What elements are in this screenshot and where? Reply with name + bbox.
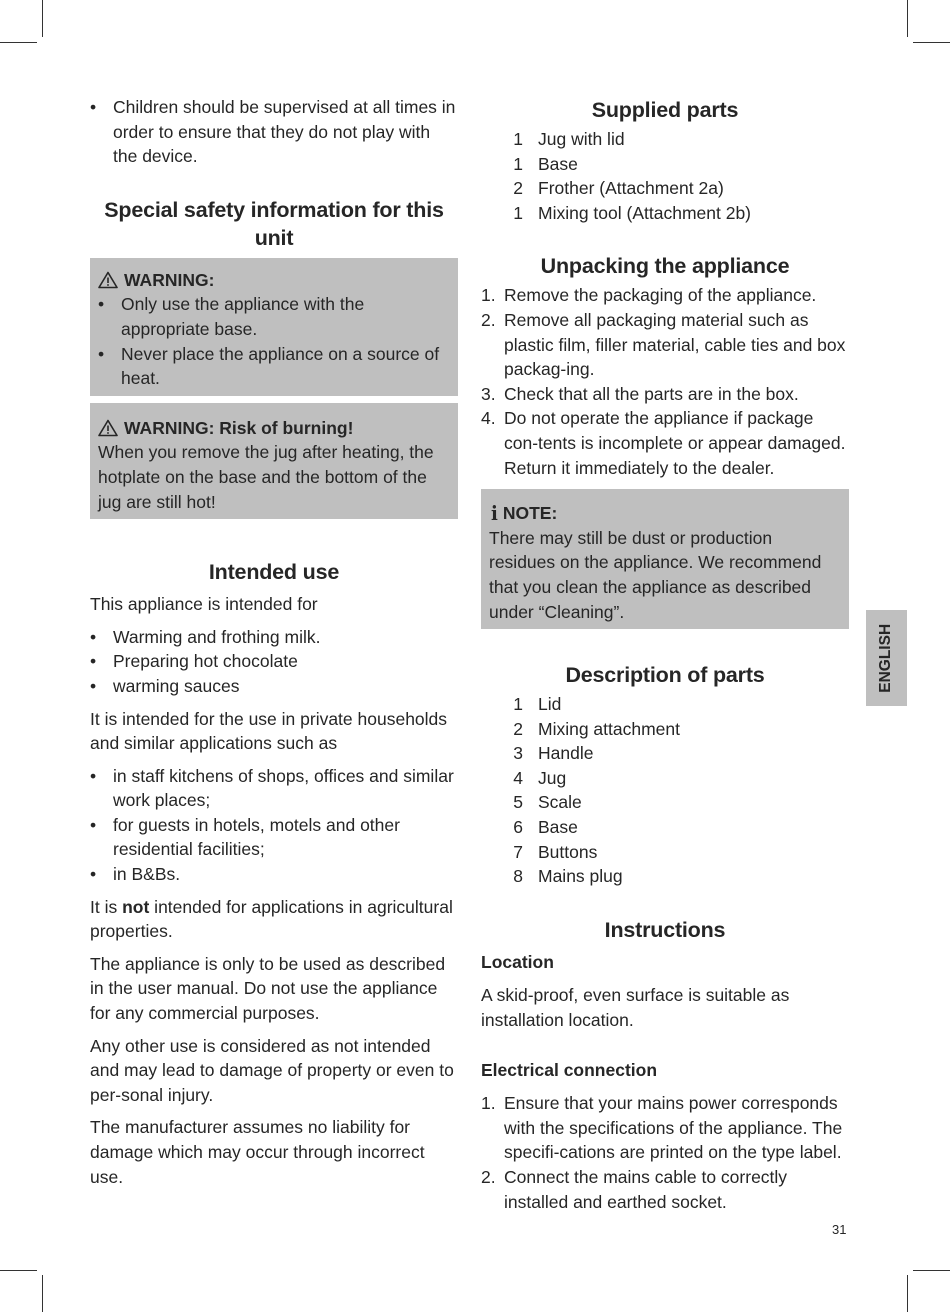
crop-mark xyxy=(0,42,37,43)
list-item: 3. Check that all the parts are in the box. xyxy=(481,383,799,404)
uses-list xyxy=(90,625,458,699)
safety-heading: Special safety information for this unit xyxy=(104,197,444,250)
burn-warning-title: WARNING: Risk of burning! xyxy=(98,416,450,441)
list-item: • in staff kitchens of shops, offices and similar work places; xyxy=(90,764,458,813)
crop-mark xyxy=(907,1275,908,1312)
instructions-heading: Instructions xyxy=(604,917,726,942)
list-item: 4 Jug xyxy=(513,767,567,788)
warning-box xyxy=(90,258,458,396)
intro-bullets xyxy=(90,95,458,169)
note-box xyxy=(481,489,849,629)
electrical-connection-heading: Electrical connection xyxy=(481,1059,658,1080)
list-item: 3 Handle xyxy=(513,743,594,764)
burn-warning-box xyxy=(90,403,458,519)
list-item: 2. Remove all packaging material such as plastic film, filler material, cable ties and box packag-ing. xyxy=(481,309,846,380)
crop-mark xyxy=(0,1270,37,1271)
list-item: • Preparing hot chocolate xyxy=(90,649,458,674)
list-item: 1. Ensure that your mains power corresponds with the specifications of the appliance. The specifi-cations are printed on the type label. xyxy=(481,1093,843,1163)
list-item: 7 Buttons xyxy=(513,841,598,862)
intended-use-heading: Intended use xyxy=(208,560,340,585)
other-use-text: Any other use is considered as not intended and may lead to damage of property or even to per-sonal injury. xyxy=(90,1035,454,1105)
manual-text: The appliance is only to be used as described in the user manual. Do not use the appliance for any commercial purposes. xyxy=(90,953,446,1024)
list-item: 2. Connect the mains cable to correctly installed and earthed socket. xyxy=(481,1167,788,1212)
note-title: i NOTE: xyxy=(491,501,558,526)
list-item: 5 Scale xyxy=(513,792,582,813)
list-item: 1 Jug with lid xyxy=(513,129,625,149)
list-item: 2 Frother (Attachment 2a) xyxy=(513,178,724,199)
right-column xyxy=(481,95,849,1214)
list-item: 1 Base xyxy=(513,153,578,174)
not-intended-text: It is not intended for applications in agricultural properties. xyxy=(90,896,453,942)
private-use-text: It is intended for the use in private households and similar applications such as xyxy=(90,708,448,754)
list-item: • Never place the appliance on a source of heat. xyxy=(98,342,450,391)
liability-text: The manufacturer assumes no liability for damage which may occur through incorrect use. xyxy=(90,1117,425,1187)
intended-intro: This appliance is intended for xyxy=(90,594,318,615)
unpacking-heading: Unpacking the appliance xyxy=(540,254,790,279)
parts-list xyxy=(481,692,849,889)
warning-icon xyxy=(98,419,118,437)
warning-icon xyxy=(98,271,118,289)
page-number: 31 xyxy=(832,1222,847,1237)
crop-mark xyxy=(907,0,908,37)
info-icon: i xyxy=(491,501,498,526)
electrical-steps xyxy=(481,1091,849,1214)
location-heading: Location xyxy=(481,951,554,972)
burn-warning-text: When you remove the jug after heating, the hotplate on the base and the bottom of the jug are still hot! xyxy=(98,442,434,512)
supplied-parts-list xyxy=(481,127,849,225)
warning-list xyxy=(98,292,450,390)
list-item: 1 Lid xyxy=(513,694,562,715)
left-column xyxy=(90,95,458,1189)
list-item: 4. Do not operate the appliance if package con-tents is incomplete or appear damaged. Return it immediately to the dealer. xyxy=(481,408,846,478)
list-item: • Warming and frothing milk. xyxy=(90,625,458,650)
location-text: A skid-proof, even surface is suitable as installation location. xyxy=(481,985,790,1031)
list-item: • Only use the appliance with the appropriate base. xyxy=(98,292,450,341)
crop-mark xyxy=(42,1275,43,1312)
supplied-parts-heading: Supplied parts xyxy=(591,98,739,122)
list-item: 8 Mains plug xyxy=(513,866,623,887)
warning-title: WARNING: xyxy=(98,268,450,293)
crop-mark xyxy=(913,42,950,43)
places-list xyxy=(90,764,458,887)
list-item: • in B&Bs. xyxy=(90,862,458,887)
list-item: 1 Mixing tool (Attachment 2b) xyxy=(513,202,752,223)
language-tab: ENGLISH xyxy=(866,610,907,706)
list-item: • for guests in hotels, motels and other residential facilities; xyxy=(90,813,458,862)
unpacking-steps xyxy=(481,283,849,480)
list-item: 2 Mixing attachment xyxy=(513,718,681,739)
note-text: There may still be dust or production residues on the appliance. We recommend that you clean the appliance as described under “Cleaning”. xyxy=(489,527,822,622)
crop-mark xyxy=(42,0,43,37)
crop-mark xyxy=(913,1270,950,1271)
list-item: • warming sauces xyxy=(90,674,458,699)
list-item: • Children should be supervised at all times in order to ensure that they do not play with the device. xyxy=(90,95,458,169)
description-of-parts-heading: Description of parts xyxy=(565,663,765,688)
list-item: 6 Base xyxy=(513,817,578,838)
list-item: 1. Remove the packaging of the appliance. xyxy=(481,285,817,306)
